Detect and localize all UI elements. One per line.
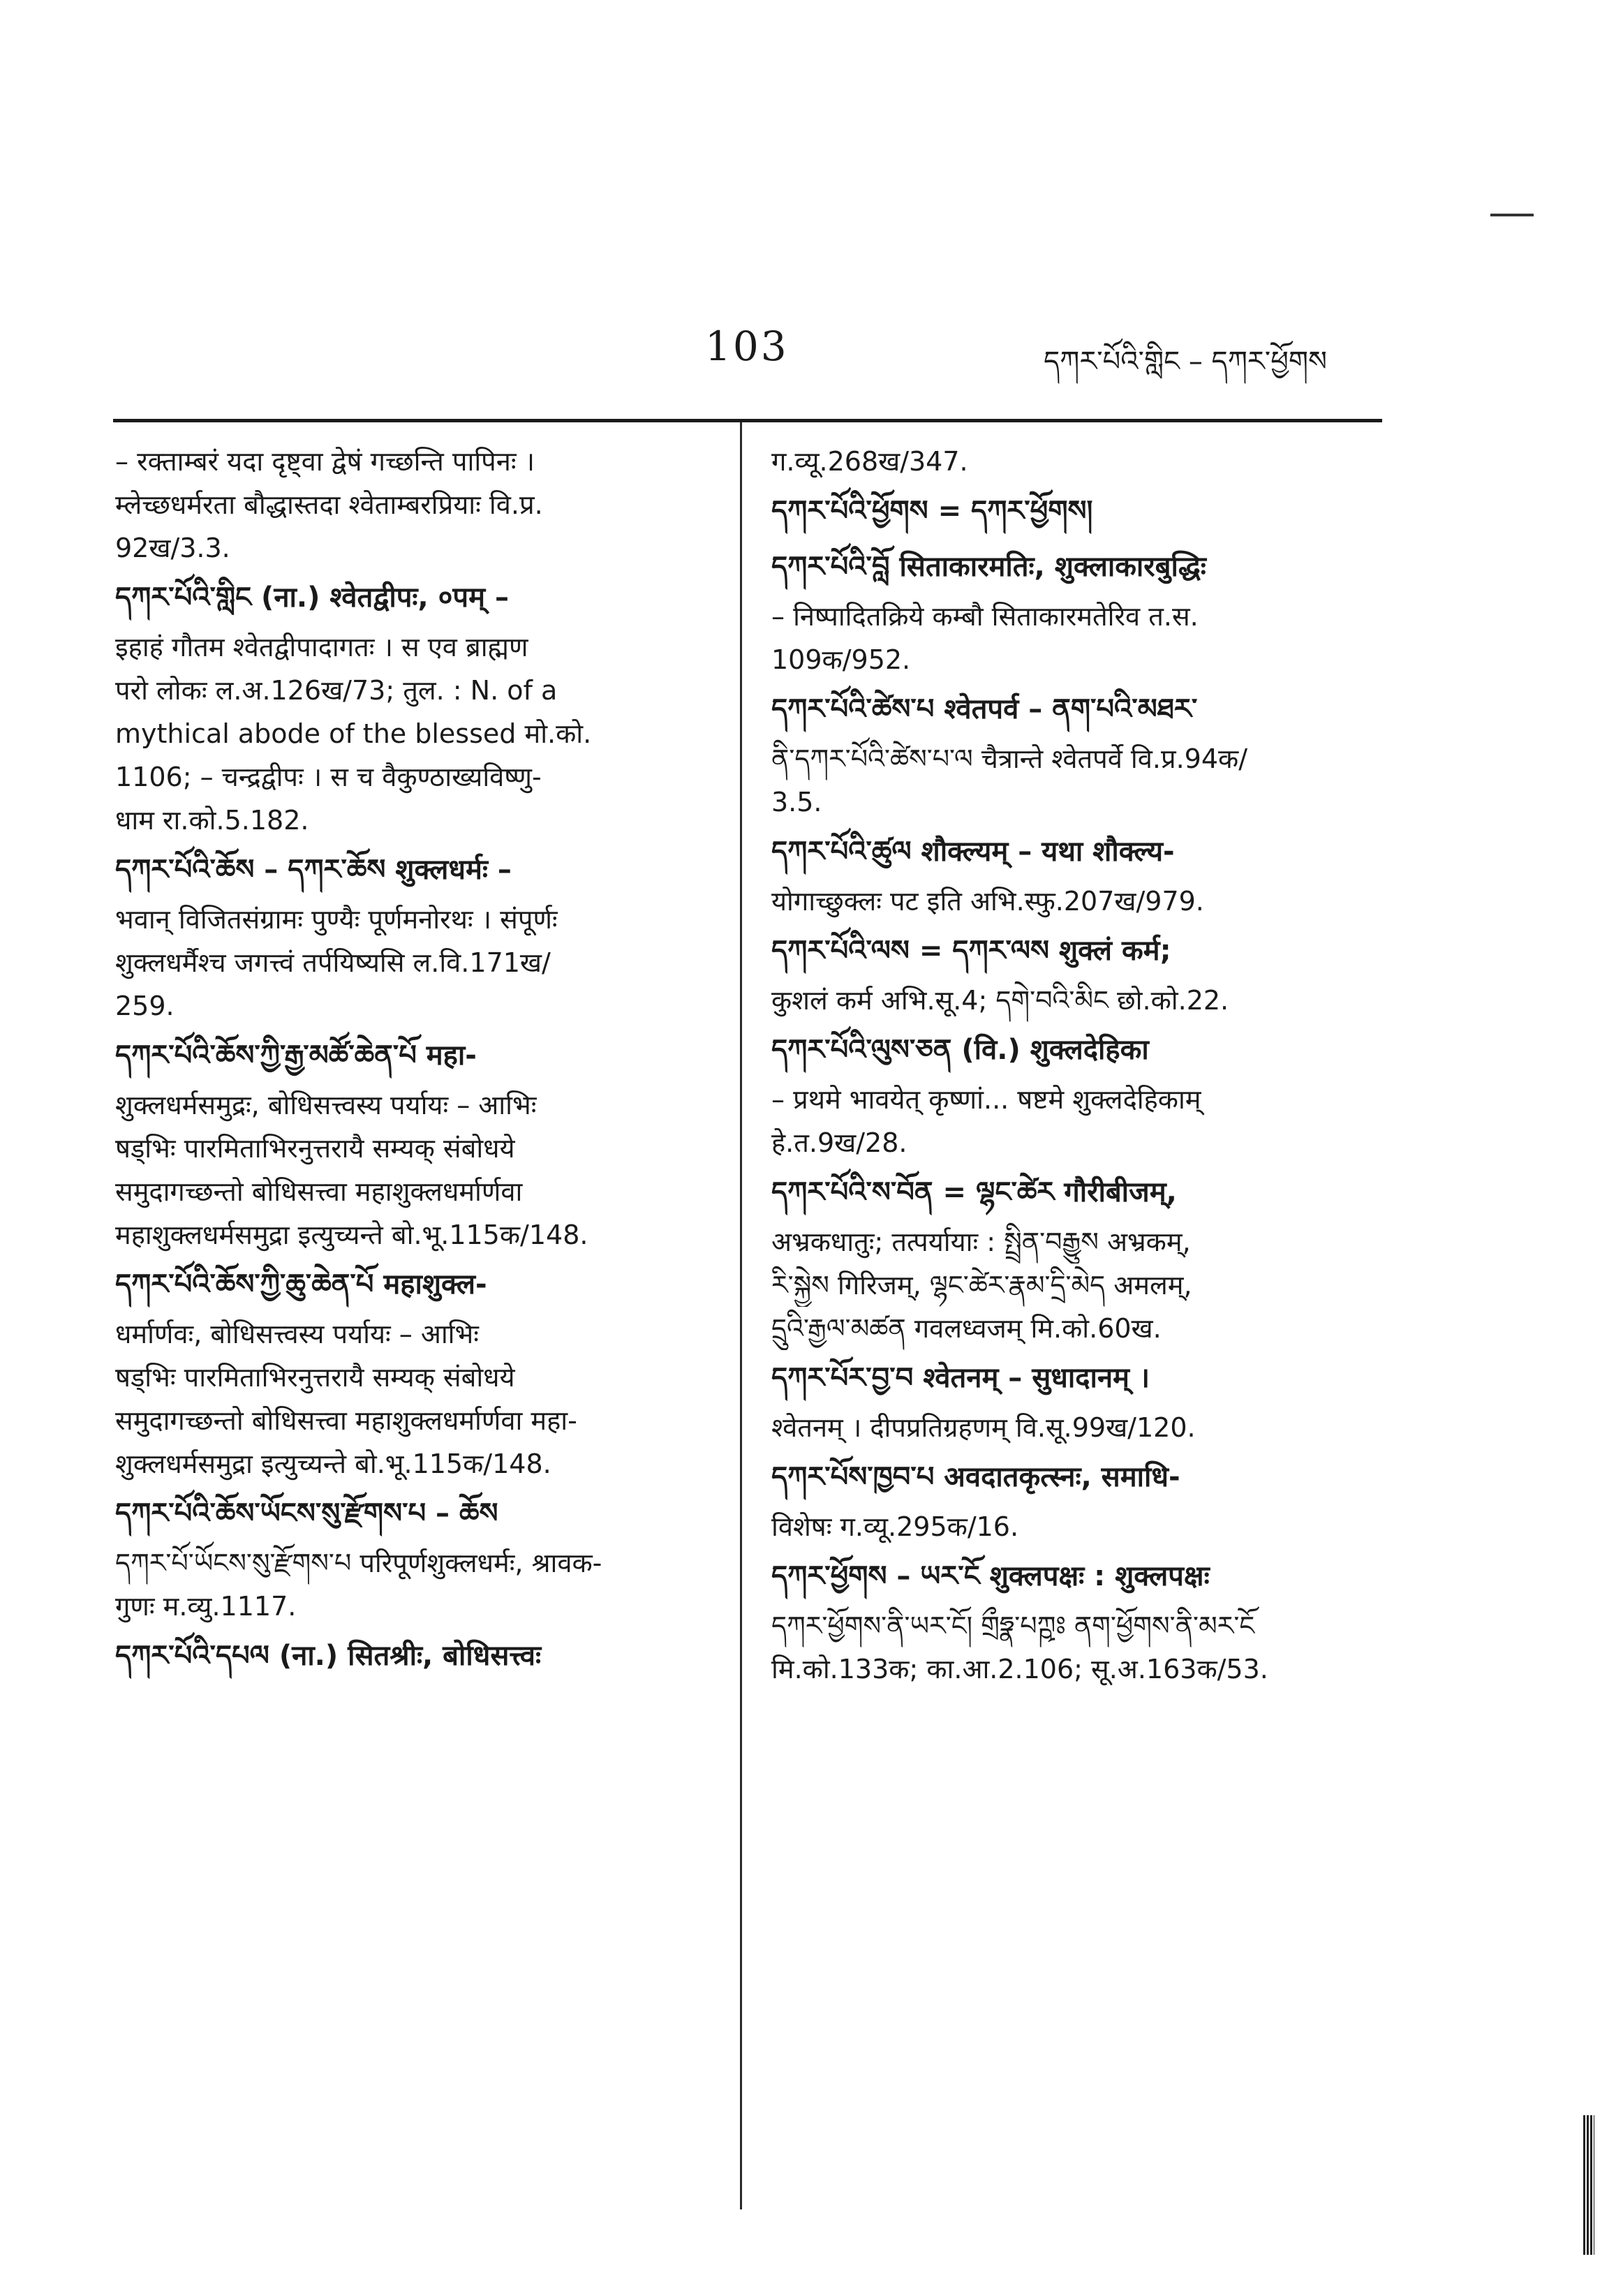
entry-headword: དཀར་པོར་བྱ་བ श्वेतनम् – सुधादानम् । — [771, 1362, 1150, 1394]
text-line: गुणः म.व्यु.1117. — [115, 1591, 297, 1622]
page-number: 103 — [705, 323, 789, 370]
text-line: – निष्पादितक्रिये कम्बौ सिताकारमतेरिव त.स. — [771, 601, 1199, 632]
text-line: དྲུའི་རྒྱལ་མཚན गवलध्वजम् मि.को.60ख. — [771, 1313, 1162, 1344]
text-line: རི་སྐྱེས गिरिजम्, ལྷང་ཚེར་རྣམ་དྲི་མེད अमलम्, — [771, 1270, 1192, 1301]
text-line: शुक्लधर्मसमुद्रः, बोधिसत्त्वस्य पर्यायः – आभिः — [115, 1090, 537, 1120]
entry-headword: དཀར་པོའི་དཔལ (ना.) सितश्रीः, बोधिसत्त्वः — [115, 1640, 542, 1672]
text-line: समुदागच्छन्तो बोधिसत्त्वा महाशुक्लधर्मार्णवा — [115, 1176, 523, 1207]
text-line: 259. — [115, 991, 175, 1021]
text-line: mythical abode of the blessed मो.को. — [115, 718, 592, 749]
entry-headword: དཀར་པོའི་ཚེས་པ श्वेतपर्व – ནག་པའི་མཐར་ — [771, 693, 1198, 725]
margin-dash — [1490, 214, 1534, 216]
entry-headword: དཀར་པོའི་ཆོས – དཀར་ཆོས शुक्लधर्मः – — [115, 854, 512, 886]
text-line: महाशुक्लधर्मसमुद्रा इत्युच्यन्ते बो.भू.115क/148. — [115, 1220, 588, 1250]
scan-edge-mark — [1583, 2115, 1594, 2255]
text-line: – प्रथमे भावयेत् कृष्णां... षष्टमे शुक्लदेहिकाम् — [771, 1084, 1201, 1115]
text-line: 1106; – चन्द्रद्वीपः । स च वैकुण्ठाख्यविष्णु- — [115, 762, 542, 792]
running-head: དཀར་པོའི་གླིང – དཀར་ཕྱོགས — [1044, 346, 1327, 378]
entry-headword: དཀར་པོའི་ཆོས་ཀྱི་ཆུ་ཆེན་པོ महाशुक्ल- — [115, 1268, 487, 1301]
text-line: योगाच्छुक्लः पट इति अभि.स्फु.207ख/979. — [771, 886, 1204, 917]
text-line: 109क/952. — [771, 644, 911, 675]
text-line: परो लोकः ल.अ.126ख/73; तुल. : N. of a — [115, 675, 558, 706]
entry-headword: དཀར་པོའི་ལུས་ཅན (वि.) शुक्लदेहिका — [771, 1034, 1149, 1066]
text-line: कुशलं कर्म अभि.सू.4; དགེ་བའི་མིང छो.को.22. — [771, 985, 1229, 1016]
entry-headword: དཀར་པོའི་ཆོས་ཡོངས་སུ་རྫོགས་པ – ཆོས — [115, 1497, 498, 1530]
text-line: अभ्रकधातुः; तत्पर्यायाः : སྤྲིན་བརྒྱུས अभ्रकम्, — [771, 1227, 1191, 1257]
text-line: 3.5. — [771, 787, 822, 817]
entry-headword: དཀར་པོའི་ལས = དཀར་ལས शुक्लं कर्म; — [771, 935, 1171, 967]
text-line: शुक्लधर्मसमुद्रा इत्युच्यन्ते बो.भू.115क/148. — [115, 1449, 551, 1479]
text-line: षड्भिः पारमिताभिरनुत्तरायै सम्यक् संबोधये — [115, 1133, 515, 1164]
left-column — [115, 440, 712, 2227]
entry-headword: དཀར་པོས་ཁྱབ་པ अवदातकृत्स्नः, समाधि- — [771, 1461, 1180, 1493]
right-column — [771, 440, 1386, 2227]
text-line: षड्भिः पारमिताभिरनुत्तरायै सम्यक् संबोधये — [115, 1362, 515, 1393]
text-line: དཀར་པོ་ཡོངས་སུ་རྫོགས་པ परिपूर्णशुक्लधर्मः, श्रावक- — [115, 1548, 602, 1578]
text-line: विशेषः ग.व्यू.295क/16. — [771, 1511, 1019, 1542]
text-line: इहाहं गौतम श्वेतद्वीपादागतः । स एव ब्राह्मण — [115, 632, 528, 662]
text-line: भवान् विजितसंग्रामः पुण्यैः पूर्णमनोरथः । संपूर्णः — [115, 904, 558, 935]
entry-headword: དཀར་པོའི་ཆོས་ཀྱི་རྒྱ་མཚོ་ཆེན་པོ महा- — [115, 1039, 477, 1072]
entry-headword: དཀར་པོའི་གླིང (ना.) श्वेतद्वीपः, ०पम् – — [115, 582, 509, 614]
entry-headword: དཀར་པོའི་ཕྱོགས = དཀར་ཕྱོགས། — [771, 495, 1093, 527]
text-line: हे.त.9ख/28. — [771, 1127, 907, 1158]
column-divider — [740, 422, 742, 2209]
text-line: – रक्ताम्बरं यदा दृष्ट्वा द्वेषं गच्छन्ति पापिनः । — [115, 446, 535, 477]
text-line: मि.को.133क; का.आ.2.106; सू.अ.163क/53. — [771, 1654, 1268, 1684]
text-line: ग.व्यू.268ख/347. — [771, 446, 968, 477]
text-line: श्वेतनम् । दीपप्रतिग्रहणम् वि.सू.99ख/120. — [771, 1412, 1196, 1443]
entry-headword: དཀར་ཕྱོགས – ཡར་ངོ शुक्लपक्षः : शुक्लपक्षः — [771, 1560, 1210, 1592]
text-line: དཀར་ཕྱོགས་ནི་ཡར་ངོ། གྲྀཧྣ་པཀྵཿ ནག་ཕྱོགས་ནི་མར་ངོ — [771, 1610, 1255, 1641]
entry-headword: དཀར་པོའི་ཚུལ शौक्ल्यम् – यथा शौक्ल्य- — [771, 836, 1175, 868]
text-line: ནི་དཀར་པོའི་ཚེས་པ་ལ चैत्रान्ते श्वेतपर्वे वि.प्र.94क/ — [771, 743, 1248, 774]
text-line: शुक्लधर्मैश्च जगत्त्वं तर्पयिष्यसि ल.वि.171ख/ — [115, 947, 551, 978]
text-line: समुदागच्छन्तो बोधिसत्त्वा महाशुक्लधर्मार्णवा महा- — [115, 1405, 577, 1436]
entry-headword: དཀར་པོའི་ས་བོན = ལྷང་ཚེར गौरीबीजम्, — [771, 1176, 1177, 1208]
header-rule — [113, 419, 1382, 422]
text-line: म्लेच्छधर्मरता बौद्धास्तदा श्वेताम्बरप्रियाः वि.प्र. — [115, 489, 543, 520]
text-line: धर्मार्णवः, बोधिसत्त्वस्य पर्यायः – आभिः — [115, 1319, 479, 1349]
entry-headword: དཀར་པོའི་བློ सिताकारमतिः, शुक्लाकारबुद्धिः — [771, 551, 1206, 583]
text-line: 92ख/3.3. — [115, 533, 230, 563]
text-line: धाम रा.को.5.182. — [115, 805, 309, 836]
